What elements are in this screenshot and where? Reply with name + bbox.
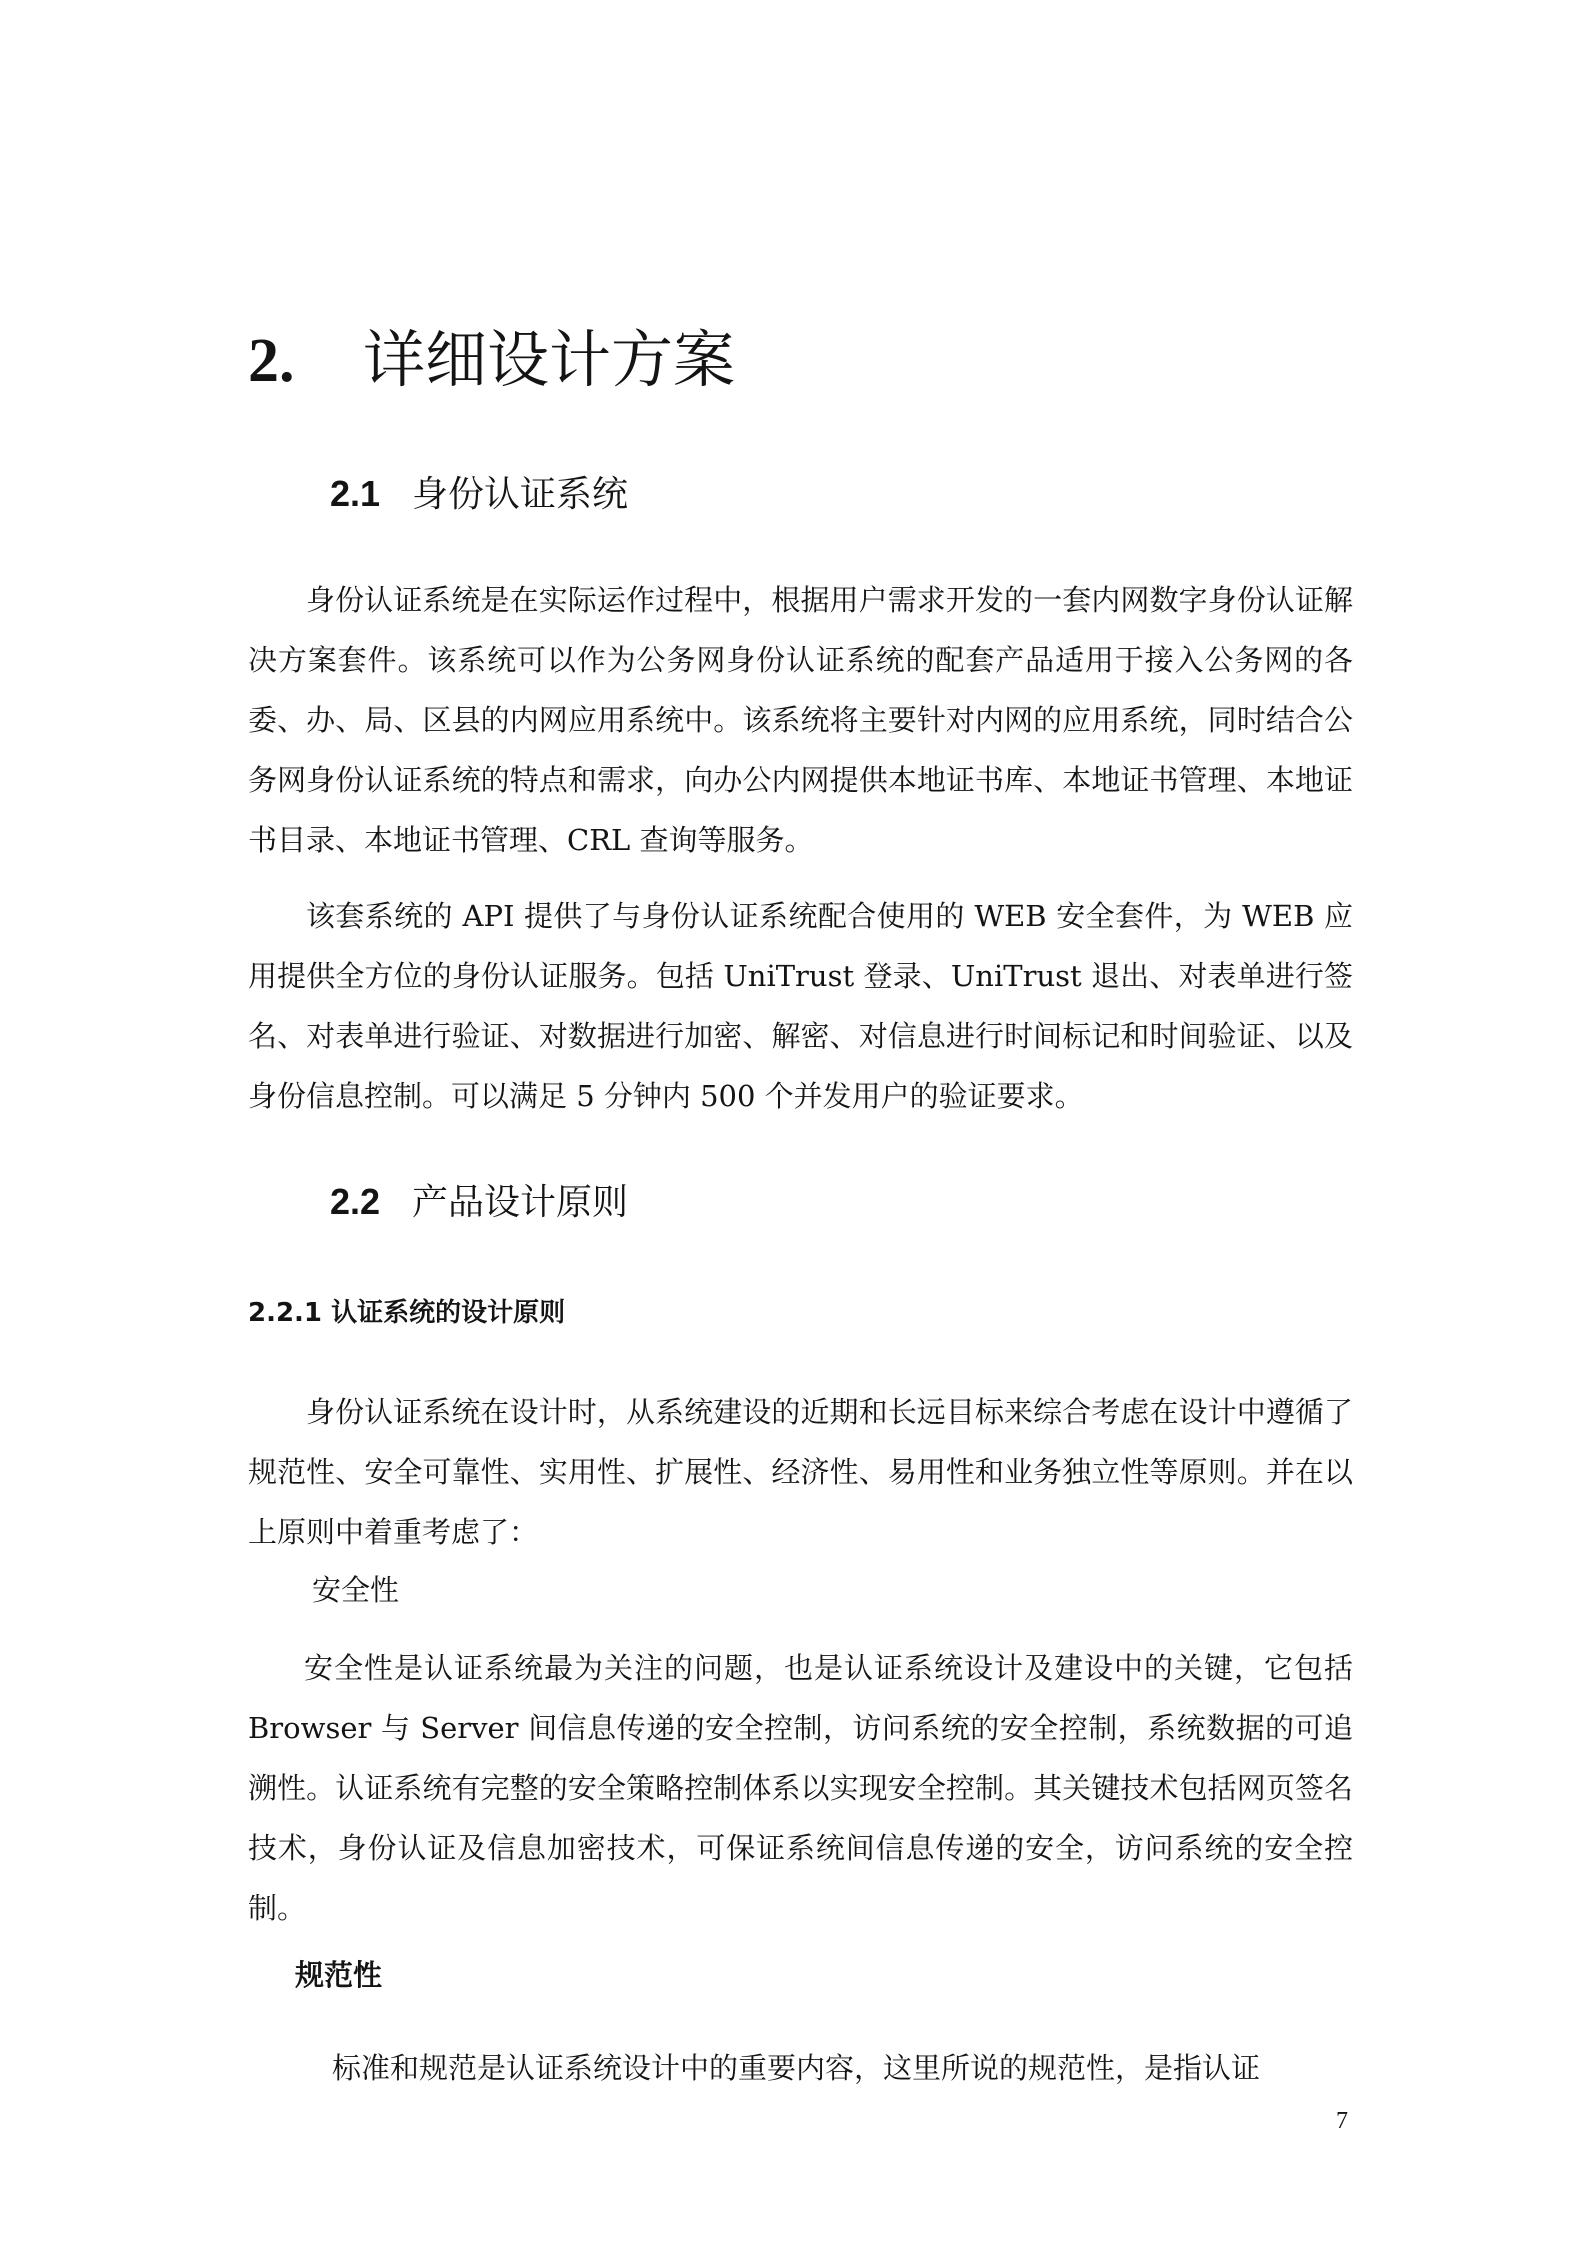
paragraph: 安全性是认证系统最为关注的问题，也是认证系统设计及建设中的关键，它包括 Browser 与 Server 间信息传递的安全控制，访问系统的安全控制，系统数据的可追溯性。认证系统有完整的安全策略控制体系以实现安全控制。其关键技术包括网页签名技术，身份认证及信息加密技术，可保证系统间信息传递的安全，访问系统的安全控制。 (248, 1651, 1353, 1925)
section-heading-2-2 (330, 1178, 628, 1227)
section-number: 2.1 (330, 473, 381, 514)
section-title: 产品设计原则 (412, 1182, 629, 1223)
section-heading-2-1 (330, 470, 628, 519)
paragraph: 身份认证系统是在实际运作过程中，根据用户需求开发的一套内网数字身份认证解决方案套件。该系统可以作为公务网身份认证系统的配套产品适用于接入公务网的各委、办、局、区县的内网应用系统中。该系统将主要针对内网的应用系统，同时结合公务网身份认证系统的特点和需求，向办公内网提供本地证书库、本地证书管理、本地证书目录、本地证书管理、CRL 查询等服务。 (248, 583, 1353, 857)
paragraph: 标准和规范是认证系统设计中的重要内容，这里所说的规范性，是指认证 (332, 2051, 1261, 2085)
paragraph: 身份认证系统在设计时，从系统建设的近期和长远目标来综合考虑在设计中遵循了规范性、安全可靠性、实用性、扩展性、经济性、易用性和业务独立性等原则。并在以上原则中着重考虑了： (248, 1395, 1353, 1549)
standard-subheading: 规范性 (295, 1958, 383, 1992)
security-subheading: 安全性 (312, 1573, 400, 1607)
section-title: 身份认证系统 (412, 474, 629, 515)
section-number: 2.2 (330, 1181, 381, 1222)
paragraph: 该套系统的 API 提供了与身份认证系统配合使用的 WEB 安全套件，为 WEB 应用提供全方位的身份认证服务。包括 UniTrust 登录、UniTrust 退出、对表单进行签名、对表单进行验证、对数据进行加密、解密、对信息进行时间标记和时间验证、以及身份信息控制。可以满足 5 分钟内 500 个并发用户的验证要求。 (248, 899, 1353, 1113)
page-number: 7 (1336, 2108, 1348, 2134)
chapter-number: 2. (248, 327, 295, 395)
chapter-title: 详细设计方案 (363, 323, 736, 396)
subsection-heading-2-2-1: 2.2.1 认证系统的设计原则 (248, 1298, 566, 1328)
chapter-heading (248, 320, 735, 401)
